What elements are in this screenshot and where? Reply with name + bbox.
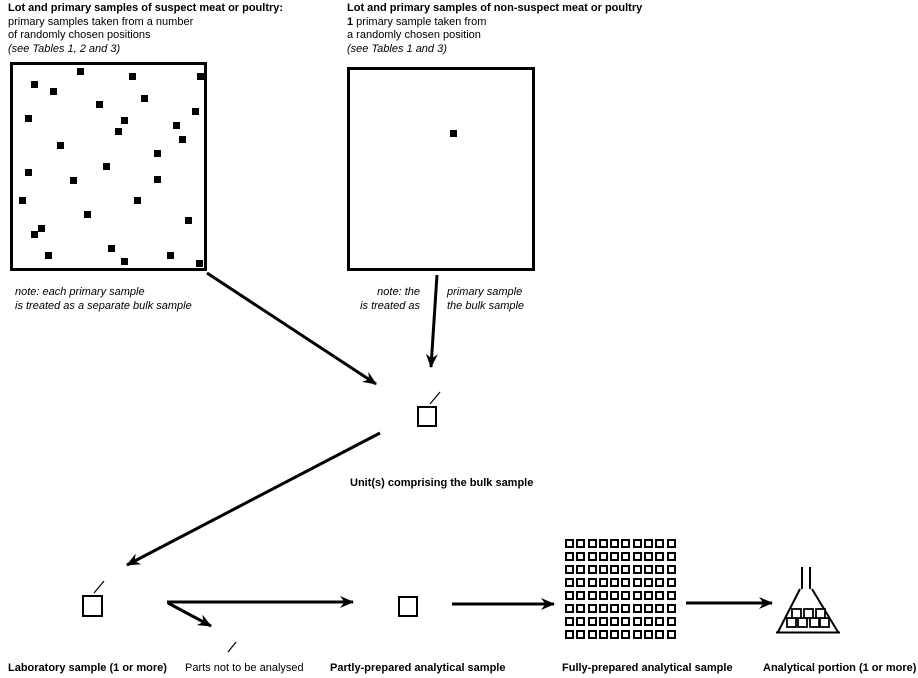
analytical-sample-cell (565, 604, 574, 613)
analytical-sample-cell (588, 578, 597, 587)
primary-sample-dot (185, 217, 192, 224)
analytical-sample-cell (565, 630, 574, 639)
analytical-sample-cell (610, 591, 619, 600)
analytical-sample-cell (633, 539, 642, 548)
primary-sample-dot (121, 117, 128, 124)
analytical-sample-cell (599, 539, 608, 548)
analytical-sample-cell (621, 591, 630, 600)
primary-sample-dot (45, 252, 52, 259)
analytical-sample-cell (667, 617, 676, 626)
analytical-sample-cell (621, 617, 630, 626)
nonsuspect-note-left: note: the is treated as (360, 286, 420, 312)
nonsuspect-line2: 1 primary sample taken from (347, 15, 487, 28)
nonsuspect-primary-sample-dot (450, 130, 457, 137)
analytical-sample-cell (621, 604, 630, 613)
analytical-sample-cell (565, 539, 574, 548)
analytical-sample-cell (621, 565, 630, 574)
primary-sample-dot (154, 150, 161, 157)
analytical-sample-cell (565, 578, 574, 587)
primary-sample-dot (167, 252, 174, 259)
primary-sample-dot (25, 169, 32, 176)
analytical-sample-cell (576, 591, 585, 600)
tick-laboratory-square (94, 581, 104, 593)
label-fully-prepared: Fully-prepared analytical sample (562, 662, 733, 674)
analytical-sample-cell (588, 552, 597, 561)
label-analytical-portion: Analytical portion (1 or more) (763, 662, 917, 674)
suspect-line3: of randomly chosen positions (8, 29, 151, 41)
analytical-sample-cell (610, 565, 619, 574)
analytical-sample-cell (644, 539, 653, 548)
flask-sample-squares (787, 609, 829, 627)
analytical-sample-cell (667, 539, 676, 548)
arrow-laboratory-to-parts (168, 603, 211, 626)
analytical-sample-cell (599, 604, 608, 613)
primary-sample-dot (154, 176, 161, 183)
analytical-sample-cell (576, 617, 585, 626)
primary-sample-dot (96, 101, 103, 108)
nonsuspect-lot-box (347, 67, 535, 271)
suspect-line2: primary samples taken from a number (8, 15, 194, 28)
primary-sample-dot (197, 73, 204, 80)
nonsuspect-count: 1 (347, 15, 354, 28)
analytical-sample-cell (644, 591, 653, 600)
analytical-sample-cell (565, 565, 574, 574)
analytical-sample-cell (633, 552, 642, 561)
analytical-sample-cell (644, 604, 653, 613)
analytical-sample-cell (588, 591, 597, 600)
analytical-sample-cell (644, 617, 653, 626)
primary-sample-dot (25, 115, 32, 122)
analytical-sample-cell (621, 630, 630, 639)
arrow-bulk-to-laboratory (127, 433, 380, 565)
bulk-sample-label: Unit(s) comprising the bulk sample (350, 477, 534, 489)
suspect-heading-block (8, 2, 283, 56)
analytical-sample-cell (565, 591, 574, 600)
primary-sample-dot (108, 245, 115, 252)
primary-sample-dot (57, 142, 64, 149)
primary-sample-dot (179, 136, 186, 143)
analytical-sample-cell (667, 565, 676, 574)
analytical-sample-cell (610, 552, 619, 561)
analytical-sample-cell (576, 630, 585, 639)
primary-sample-dot (121, 258, 128, 265)
primary-sample-dot (192, 108, 199, 115)
analytical-sample-cell (667, 630, 676, 639)
analytical-sample-cell (576, 604, 585, 613)
analytical-sample-cell (588, 617, 597, 626)
analytical-sample-cell (633, 617, 642, 626)
analytical-sample-cell (644, 552, 653, 561)
tick-parts-not-analysed (228, 642, 236, 652)
analytical-sample-cell (576, 565, 585, 574)
analytical-sample-cell (599, 630, 608, 639)
primary-sample-dot (141, 95, 148, 102)
analytical-sample-cell (576, 539, 585, 548)
nonsuspect-tables-ref: (see Tables 1 and 3) (347, 42, 447, 55)
label-laboratory-sample: Laboratory sample (1 or more) (8, 662, 167, 674)
analytical-sample-cell (667, 552, 676, 561)
primary-sample-dot (31, 231, 38, 238)
analytical-sample-cell (621, 539, 630, 548)
primary-sample-dot (50, 88, 57, 95)
nonsuspect-line3: a randomly chosen position (347, 29, 481, 41)
partly-prepared-sample-square (398, 596, 418, 617)
analytical-sample-cell (610, 630, 619, 639)
suspect-heading: Lot and primary samples of suspect meat or poultry: (8, 2, 284, 14)
analytical-sample-cell (667, 604, 676, 613)
analytical-sample-cell (599, 578, 608, 587)
primary-sample-dot (38, 225, 45, 232)
analytical-sample-cell (588, 604, 597, 613)
nonsuspect-heading-block (347, 2, 642, 56)
suspect-lot-box (10, 62, 207, 271)
analytical-sample-cell (655, 578, 664, 587)
nonsuspect-heading: Lot and primary samples of non-suspect meat or poultry (347, 2, 643, 14)
analytical-sample-cell (621, 578, 630, 587)
label-parts-not-analysed: Parts not to be analysed (185, 662, 304, 674)
analytical-sample-cell (633, 630, 642, 639)
analytical-sample-cell (576, 578, 585, 587)
analytical-sample-cell (633, 604, 642, 613)
analytical-sample-cell (655, 565, 664, 574)
primary-sample-dot (70, 177, 77, 184)
analytical-sample-cell (633, 591, 642, 600)
primary-sample-dot (103, 163, 110, 170)
analytical-sample-cell (621, 552, 630, 561)
analytical-sample-cell (667, 578, 676, 587)
suspect-tables-ref: (see Tables 1, 2 and 3) (8, 42, 121, 55)
primary-sample-dot (134, 197, 141, 204)
analytical-sample-cell (588, 630, 597, 639)
primary-sample-dot (31, 81, 38, 88)
analytical-sample-cell (644, 565, 653, 574)
analytical-sample-cell (599, 565, 608, 574)
analytical-sample-cell (599, 552, 608, 561)
analytical-sample-cell (565, 617, 574, 626)
analytical-sample-cell (655, 591, 664, 600)
label-partly-prepared: Partly-prepared analytical sample (330, 662, 506, 674)
primary-sample-dot (173, 122, 180, 129)
analytical-sample-cell (655, 552, 664, 561)
analytical-sample-cell (644, 630, 653, 639)
nonsuspect-note-right: primary sample the bulk sample (447, 286, 525, 312)
analytical-sample-cell (667, 591, 676, 600)
analytical-sample-cell (576, 552, 585, 561)
primary-sample-dot (129, 73, 136, 80)
analytical-sample-cell (599, 617, 608, 626)
primary-sample-dot (84, 211, 91, 218)
analytical-sample-cell (655, 539, 664, 548)
analytical-sample-cell (655, 604, 664, 613)
analytical-sample-cell (655, 630, 664, 639)
primary-sample-dot (115, 128, 122, 135)
flask-icon (776, 567, 840, 633)
analytical-sample-cell (655, 617, 664, 626)
primary-sample-dot (77, 68, 84, 75)
primary-sample-dot (19, 197, 26, 204)
analytical-sample-cell (610, 578, 619, 587)
analytical-sample-cell (588, 539, 597, 548)
suspect-note: note: each primary sample is treated as a separate bulk sample (15, 286, 192, 312)
laboratory-sample-square (82, 595, 103, 617)
bulk-sample-unit-square (417, 406, 437, 427)
analytical-sample-cell (633, 565, 642, 574)
analytical-sample-cell (610, 617, 619, 626)
primary-sample-dot (196, 260, 203, 267)
analytical-sample-cell (588, 565, 597, 574)
analytical-sample-cell (610, 604, 619, 613)
fully-prepared-grid (565, 539, 676, 639)
tick-bulk-square (430, 392, 440, 404)
analytical-sample-cell (644, 578, 653, 587)
analytical-sample-cell (565, 552, 574, 561)
analytical-sample-cell (610, 539, 619, 548)
analytical-sample-cell (599, 591, 608, 600)
analytical-sample-cell (633, 578, 642, 587)
arrow-nonsuspect-to-bulk (431, 275, 437, 367)
